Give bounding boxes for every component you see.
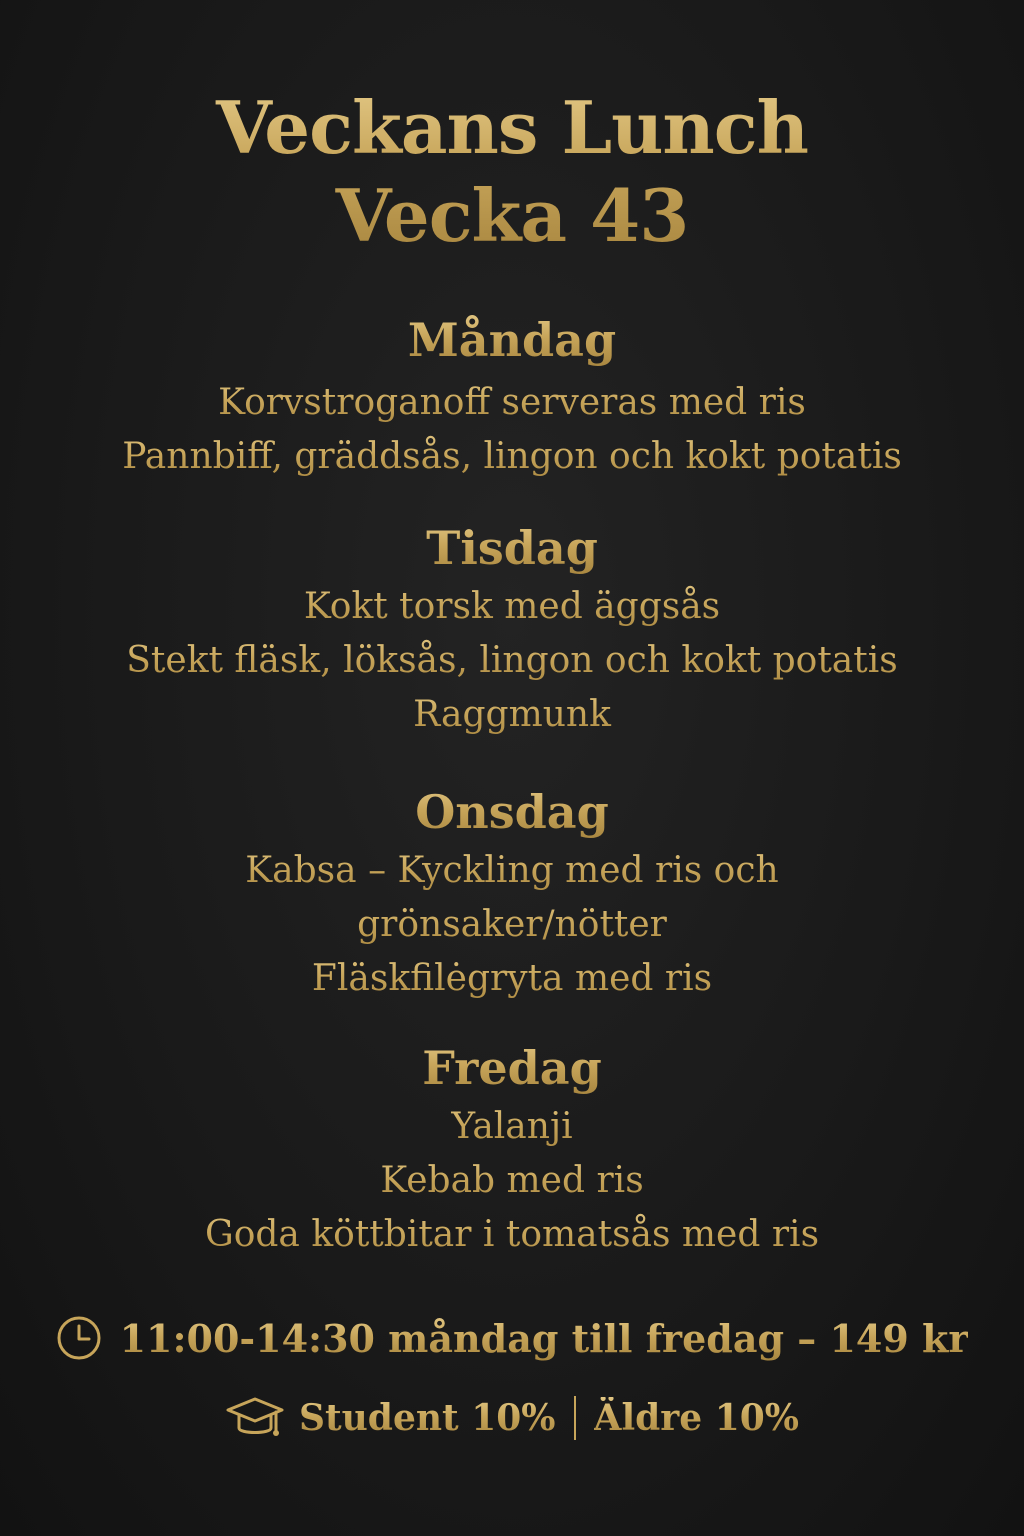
title-line-1: Veckans Lunch — [216, 85, 808, 170]
dish-item: Kabsa – Kyckling med ris och — [0, 844, 1024, 898]
dish-item: Pannbiff, gräddsås, lingon och kokt potatis — [0, 430, 1024, 484]
clock-icon — [56, 1315, 102, 1361]
day-section-friday — [0, 1040, 1024, 1262]
day-heading-wednesday: Onsdag — [0, 784, 1024, 840]
senior-discount: Äldre 10% — [593, 1397, 800, 1439]
dish-item: Stekt fläsk, löksås, lingon och kokt potatis — [0, 634, 1024, 688]
discount-info — [0, 1388, 1024, 1448]
opening-hours — [0, 1308, 1024, 1368]
dish-item: Raggmunk — [0, 688, 1024, 742]
day-section-monday — [0, 312, 1024, 484]
day-heading-friday: Fredag — [0, 1040, 1024, 1096]
day-section-tuesday — [0, 520, 1024, 742]
dish-item: Korvstroganoff serveras med ris — [0, 376, 1024, 430]
dish-item: Fläskfilėgryta med ris — [0, 952, 1024, 1006]
dish-item: Yalanji — [0, 1100, 1024, 1154]
divider — [574, 1396, 576, 1440]
opening-hours-text: 11:00-14:30 måndag till fredag – 149 kr — [119, 1315, 969, 1361]
dish-item: Kebab med ris — [0, 1154, 1024, 1208]
day-heading-monday: Måndag — [0, 312, 1024, 368]
day-heading-tuesday: Tisdag — [0, 520, 1024, 576]
dish-item: grönsaker/nötter — [0, 898, 1024, 952]
student-discount: Student 10% — [298, 1397, 556, 1439]
dish-item: Goda köttbitar i tomatsås med ris — [0, 1208, 1024, 1262]
graduation-cap-icon — [225, 1394, 285, 1442]
dish-item: Kokt torsk med äggsås — [0, 580, 1024, 634]
title-line-2: Vecka 43 — [335, 173, 689, 258]
day-section-wednesday — [0, 784, 1024, 1006]
page-title — [0, 84, 1024, 260]
